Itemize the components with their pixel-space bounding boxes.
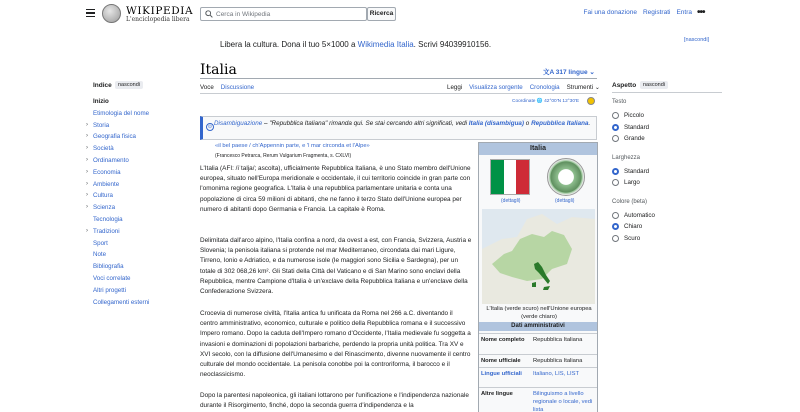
toc-item-label: Economia — [93, 168, 121, 176]
infobox-key: Nome ufficiale — [481, 358, 521, 364]
appearance-option-label: Largo — [624, 179, 640, 186]
wikipedia-tagline: L'enciclopedia libera — [126, 16, 190, 23]
paragraph-1: L'Italia (AFI: /iˈtalja/; ascolta), ufficialmente Repubblica Italiana, è uno Stato membro dell'Unione europea, situato nell'Europa meridionale e occidentale, il cui territorio coincide in gran parte con l'omonima regione geografica. L'Italia è una repubblica parlamentare unitaria e conta una popolazione di circa 59 milioni di abitanti, che ne fanno il terzo Stato dell'Unione europea per numero di abitanti dopo Germania e Francia. La capitale è Roma. — [200, 165, 471, 213]
radio-unselected[interactable] — [612, 112, 619, 119]
banner-link[interactable]: Wikimedia Italia — [357, 40, 414, 49]
chevron-right-icon[interactable]: › — [86, 156, 88, 163]
disambig-body: – "Repubblica Italiana" rimanda qui. Se stai cercando altri significati, vedi — [262, 120, 469, 127]
coords-value: 42°00′N 12°30′E — [544, 99, 580, 104]
infobox-key: Lingue ufficiali — [481, 371, 522, 377]
translate-icon: 文A — [543, 69, 556, 76]
tab-voce[interactable]: Voce — [200, 84, 214, 94]
infobox-value: Repubblica Italiana — [533, 358, 583, 364]
chevron-right-icon[interactable]: › — [86, 204, 88, 211]
banner-dismiss-link[interactable]: [nascondi] — [684, 37, 710, 43]
appearance-group-label: Colore (beta) — [612, 198, 648, 205]
chevron-right-icon[interactable]: › — [86, 192, 88, 199]
donation-banner — [220, 40, 491, 49]
infobox-key: Altre lingue — [481, 391, 513, 397]
appearance-hide-button[interactable]: nascondi — [640, 81, 668, 89]
radio-selected[interactable] — [612, 168, 619, 175]
toc-item-label: Altri progetti — [93, 286, 127, 294]
toc-item[interactable] — [86, 133, 186, 145]
toc-item[interactable] — [86, 181, 186, 193]
geohack-icon[interactable] — [587, 97, 595, 105]
toc-item[interactable] — [86, 216, 186, 228]
toc-item[interactable] — [86, 145, 186, 157]
language-count: 317 lingue — [555, 69, 588, 76]
infobox-value: Italiano, LIS, LIST — [533, 371, 580, 377]
tab-strumenti[interactable]: Strumenti ⌄ — [566, 84, 601, 91]
toc-item-label: Inizio — [93, 98, 109, 105]
banner-text-end: . Scrivi 94039910156. — [413, 40, 492, 49]
create-account-link[interactable]: Registrati — [642, 9, 671, 16]
locator-map[interactable] — [482, 209, 595, 304]
appearance-option-label: Chiaro — [624, 223, 643, 230]
coordinates[interactable]: Coordinate 🌐 42°00′N 12°30′E — [512, 99, 580, 104]
appearance-divider — [612, 92, 722, 93]
infobox-value: Bilinguismo a livello regionale o locale, vedi lista — [533, 391, 593, 412]
appearance-option[interactable] — [612, 235, 640, 242]
toc-item[interactable] — [86, 98, 186, 110]
tabs-divider — [200, 93, 597, 94]
epigraph-source: (Francesco Petrarca, Rerum Vulgarium Fragmenta, s. CXLVI) — [215, 153, 352, 159]
donate-link[interactable]: Fai una donazione — [583, 9, 637, 16]
search-box — [200, 7, 367, 21]
disambig-lead-link[interactable]: Disambiguazione — [214, 120, 263, 127]
appearance-option[interactable] — [612, 223, 642, 230]
toc-item[interactable] — [86, 122, 186, 134]
appearance-option-label: Standard — [624, 123, 650, 131]
paragraph-2: Delimitata dall'arco alpino, l'Italia confina a nord, da ovest a est, con Francia, Svizzera, Austria e Slovenia; la penisola italiana si protende nel mar Mediterraneo, circondata dai mari Ligure, Tirreno, Ionio e Adriatico, e da numerose isole (le maggiori sono Sicilia e Sardegna), per un totale di 302 068,26 km². Gli Stati della Città del Vaticano e di San Marino sono enclavi della Repubblica, mentre Campione d'Italia è un'exclave della Repubblica Italiana e un'enclave della Confederazione Svizzera. — [200, 237, 472, 296]
paragraph-4: Dopo la parentesi napoleonica, gli italiani lottarono per l'unificazione e l'indipendenza nazionale durante il Risorgimento, finché, dopo la seconda guerra d'indipendenza e la — [200, 392, 469, 410]
appearance-option-label: Standard — [624, 167, 650, 175]
toc-item[interactable] — [86, 192, 186, 204]
toc-item-label: Tradizioni — [93, 227, 120, 235]
page-title: Italia — [200, 62, 237, 78]
toc-item[interactable] — [86, 204, 186, 216]
toc-item[interactable] — [86, 240, 186, 252]
tools-label: Strumenti — [566, 84, 594, 91]
tab-visualizza-sorgente[interactable]: Visualizza sorgente — [469, 84, 523, 91]
radio-selected[interactable] — [612, 124, 619, 131]
toc-item-label: Ordinamento — [93, 156, 129, 164]
disambig-mid: o — [524, 120, 532, 127]
toc-item-label: Sport — [93, 239, 108, 247]
banner-text: Libera la cultura. Dona il tuo 5×1000 a — [220, 40, 358, 49]
epigraph-quote: «il bel paese / ch'Appennin parte, e 'l mar circonda et l'Alpe» — [215, 143, 370, 149]
personal-tools — [583, 9, 692, 16]
disambig-link-1[interactable]: Italia (disambigua) — [468, 120, 525, 127]
wikipedia-globe-logo[interactable] — [102, 4, 121, 23]
toc-item-label: Note — [93, 251, 107, 259]
appearance-option-label: Grande — [624, 135, 645, 142]
appearance-option[interactable] — [612, 212, 655, 219]
appearance-group-label: Larghezza — [612, 154, 641, 161]
appearance-option[interactable] — [612, 168, 649, 175]
chevron-right-icon[interactable]: › — [86, 180, 88, 187]
infobox-value: Repubblica Italiana — [533, 337, 583, 343]
search-button[interactable]: Ricerca — [367, 7, 396, 21]
map-caption: L'Italia (verde scuro) nell'Unione europea (verde chiaro) — [486, 306, 592, 320]
appearance-option[interactable] — [612, 124, 649, 131]
disambiguation-text — [214, 119, 594, 128]
infobox-row — [479, 387, 597, 412]
toc-item-label: Storia — [93, 121, 110, 129]
toc-item[interactable] — [86, 169, 186, 181]
appearance-option[interactable] — [612, 179, 640, 186]
toc-item[interactable] — [86, 275, 186, 287]
emblem-of-italy[interactable] — [547, 158, 585, 196]
main-menu-icon[interactable] — [86, 9, 95, 17]
infobox-row — [479, 354, 597, 367]
toc-item-label: Bibliografia — [93, 263, 124, 271]
radio-unselected[interactable] — [612, 135, 619, 142]
title-divider — [200, 78, 597, 79]
chevron-right-icon[interactable]: › — [86, 133, 88, 140]
table-of-contents — [86, 98, 186, 310]
toc-item[interactable] — [86, 157, 186, 169]
infobox-title: Italia — [479, 143, 597, 155]
more-options-icon[interactable]: ••• — [697, 7, 705, 18]
chevron-right-icon[interactable]: › — [86, 121, 88, 128]
toc-item-label: Società — [93, 145, 114, 153]
appearance-option[interactable] — [612, 112, 644, 119]
toc-item[interactable] — [86, 263, 186, 275]
disambig-period: . — [588, 120, 591, 127]
site-header — [0, 0, 800, 28]
toc-item-label: Voci correlate — [93, 274, 131, 282]
login-link[interactable]: Entra — [676, 9, 692, 16]
language-button[interactable]: 文A 317 lingue ⌄ — [543, 69, 595, 76]
emblem-details-link[interactable]: (dettagli) — [555, 198, 575, 204]
radio-unselected[interactable] — [612, 235, 619, 242]
infobox-section-header: Dati amministrativi — [479, 322, 597, 331]
chevron-right-icon[interactable]: › — [86, 168, 88, 175]
tab-discussione[interactable]: Discussione — [220, 84, 255, 91]
toc-item-label: Etimologia del nome — [93, 109, 150, 117]
radio-unselected[interactable] — [612, 212, 619, 219]
tab-cronologia[interactable]: Cronologia — [529, 84, 560, 91]
search-icon — [205, 10, 213, 18]
toc-item[interactable] — [86, 110, 186, 122]
chevron-right-icon[interactable]: › — [86, 145, 88, 152]
toc-item[interactable] — [86, 299, 186, 311]
infobox-key: Nome completo — [481, 337, 525, 343]
toc-item-label: Ambiente — [93, 180, 120, 188]
toc-heading: Indice — [93, 82, 112, 89]
toc-item[interactable] — [86, 287, 186, 299]
toc-item[interactable] — [86, 228, 186, 240]
appearance-option-label: Automatico — [624, 211, 655, 219]
appearance-option-label: Scuro — [624, 234, 641, 242]
tab-leggi[interactable]: Leggi — [447, 84, 462, 94]
infobox-row — [479, 333, 597, 346]
appearance-heading: Aspetto — [612, 82, 637, 89]
flag-of-italy[interactable] — [490, 159, 530, 195]
disambiguation-notice — [200, 116, 597, 140]
appearance-option-label: Piccolo — [624, 112, 644, 119]
wikipedia-wordmark[interactable]: WIKIPEDIA — [126, 5, 194, 17]
infobox — [478, 142, 598, 412]
search-input[interactable] — [216, 9, 364, 19]
toc-item-label: Geografia fisica — [93, 133, 136, 141]
toc-item-label: Tecnologia — [93, 215, 123, 223]
radio-selected[interactable] — [612, 223, 619, 230]
infobox-row — [479, 367, 597, 380]
radio-unselected[interactable] — [612, 179, 619, 186]
toc-item-label: Collegamenti esterni — [93, 298, 150, 306]
toc-item[interactable] — [86, 251, 186, 263]
paragraph-3: Crocevia di numerose civiltà, l'Italia antica fu unificata da Roma nel 266 a.C. diventando il centro amministrativo, economico, culturale e politico della Repubblica romana e il successivo Impero romano. Dopo la caduta dell'Impero romano d'Occidente, l'Italia medievale fu soggetta a invasioni e dominazioni di popolazioni barbariche, perdendo la propria unità politica. Tra XV e XVI secolo, con la diffusione dell'Umanesimo e del Rinascimento, divenne nuovamente il centro culturale del mondo occidentale. La penisola conobbe poi la controriforma, il barocco e il neoclassicismo. — [200, 310, 471, 379]
coords-label: Coordinate — [512, 99, 536, 104]
toc-item-label: Cultura — [93, 192, 113, 200]
toc-hide-button[interactable]: nascondi — [115, 81, 143, 89]
toc-item-label: Scienza — [93, 204, 116, 212]
flag-details-link[interactable]: (dettagli) — [501, 198, 521, 204]
disambig-link-2[interactable]: Repubblica Italiana — [531, 120, 589, 127]
disambiguation-icon: ⊙ — [207, 124, 213, 130]
chevron-right-icon[interactable]: › — [86, 227, 88, 234]
appearance-option[interactable] — [612, 135, 645, 142]
appearance-group-label: Testo — [612, 99, 627, 105]
